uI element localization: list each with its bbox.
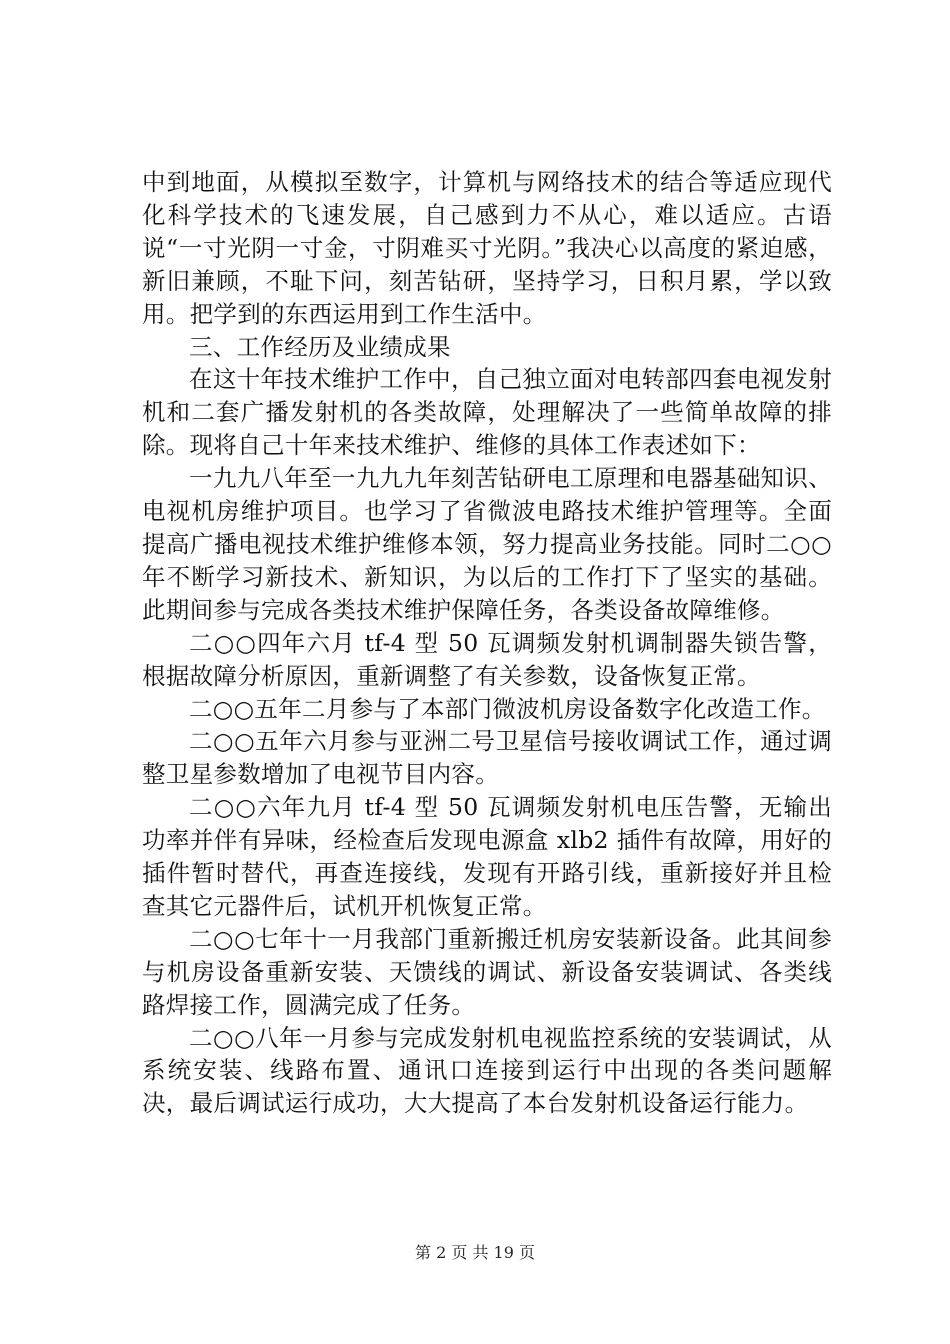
document-body — [142, 166, 832, 1120]
paragraph: 在这十年技术维护工作中，自己独立面对电转部四套电视发射机和二套广播发射机的各类故障，处理解决了一些简单故障的排除。现将自己十年来技术维护、维修的具体工作表述如下： — [142, 365, 832, 460]
paragraph: 二○○五年二月参与了本部门微波机房设备数字化改造工作。 — [189, 694, 826, 723]
paragraph: 二○○七年十一月我部门重新搬迁机房安装新设备。此其间参与机房设备重新安装、天馈线的调试、新设备安装调试、各类线路焊接工作，圆满完成了任务。 — [142, 924, 832, 1019]
paragraph-continuation: 中到地面，从模拟至数字，计算机与网络技术的结合等适应现代化科学技术的飞速发展，自己感到力不从心，难以适应。古语说“一寸光阴一寸金，寸阴难买寸光阴。”我决心以高度的紧迫感，新旧兼顾，不耻下问，刻苦钻研，坚持学习，日积月累，学以致用。把学到的东西运用到工作生活中。 — [142, 168, 832, 328]
page-footer: 第 2 页 共 19 页 — [415, 1243, 535, 1262]
paragraph: 二○○五年六月参与亚洲二号卫星信号接收调试工作，通过调整卫星参数增加了电视节目内容。 — [142, 727, 832, 789]
paragraph: 二○○六年九月 tf-4 型 50 瓦调频发射机电压告警，无输出功率并伴有异味，经检查后发现电源盒 xlb2 插件有故障，用好的插件暂时替代，再查连接线，发现有开路引线，重新接好并且检查其它元器件后，试机开机恢复正常。 — [142, 793, 832, 920]
paragraph: 二○○四年六月 tf-4 型 50 瓦调频发射机调制器失锁告警，根据故障分析原因，重新调整了有关参数，设备恢复正常。 — [142, 628, 832, 690]
section-heading: 三、工作经历及业绩成果 — [189, 332, 451, 361]
paragraph: 一九九八年至一九九九年刻苦钻研电工原理和电器基础知识、电视机房维护项目。也学习了省微波电路技术维护管理等。全面提高广播电视技术维护维修本领，努力提高业务技能。同时二○○年不断学习新技术、新知识，为以后的工作打下了坚实的基础。此期间参与完成各类技术维护保障任务，各类设备故障维修。 — [142, 464, 832, 624]
paragraph: 二○○八年一月参与完成发射机电视监控系统的安装调试，从系统安装、线路布置、通讯口连接到运行中出现的各类问题解决，最后调试运行成功，大大提高了本台发射机设备运行能力。 — [142, 1023, 832, 1118]
